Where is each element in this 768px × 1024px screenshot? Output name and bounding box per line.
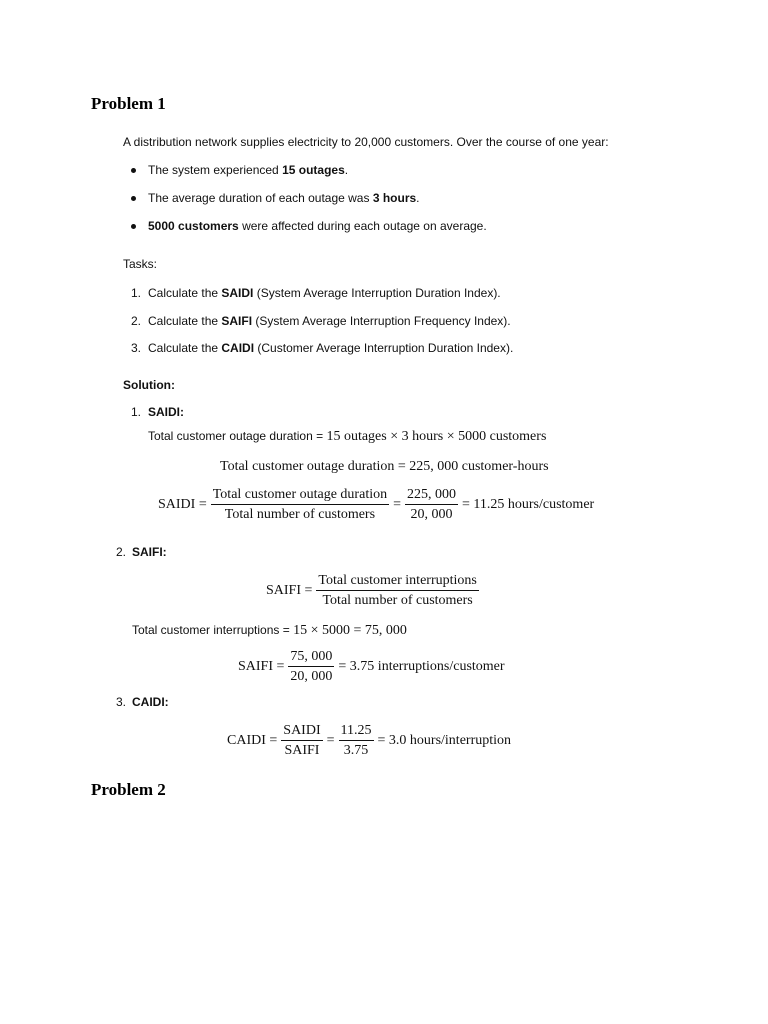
saifi-value-equation: SAIFI = $\frac{75, 000}{20, 000}$ = 3.75 interruptions/customer [238, 649, 505, 684]
bullet-outages: The system experienced 15 outages. [148, 163, 349, 177]
caidi-label: CAIDI: [132, 695, 169, 709]
saidi-total-line: Total customer outage duration = 225, 000 customer-hours [220, 459, 549, 474]
saidi-label: SAIDI: [148, 405, 184, 419]
caidi-equation: CAIDI = $\frac{\text{SAIDI}}{\text{SAIFI}}$ = $\frac{11.25}{3.75}$ = 3.0 hours/interruption [227, 723, 512, 758]
caidi-fraction-ratio: $\frac{\text{SAIDI}}{\text{SAIFI}}$ [283, 723, 321, 758]
bullet-duration: The average duration of each outage was 3 hours. [148, 191, 420, 205]
saifi-fraction-values: $\frac{75, 000}{20, 000}$ [290, 649, 333, 684]
task-number: 3. [131, 341, 142, 355]
saifi-interruptions-line: Total customer interruptions = 15 × 5000 = 75, 000 [132, 623, 407, 638]
saifi-number: 2. [116, 545, 127, 559]
task-number: 2. [131, 314, 142, 328]
saidi-duration-line: Total customer outage duration = 15 outages × 3 hours × 5000 customers [148, 429, 547, 444]
saifi-definition-equation: SAIFI = $\frac{\text{Total customer interruptions}}{\text{Total number of customers}}$ [266, 573, 477, 608]
tasks-label: Tasks: [123, 257, 158, 271]
task-saidi: Calculate the SAIDI (System Average Interruption Duration Index). [148, 286, 501, 300]
bullet-dot [131, 196, 136, 201]
bullet-customers: 5000 customers were affected during each outage on average. [148, 219, 487, 233]
caidi-fraction-values: $\frac{11.25}{3.75}$ [340, 723, 372, 758]
caidi-number: 3. [116, 695, 127, 709]
saidi-fraction-main: $\frac{\text{Total customer outage duration}}{\text{Total number of customers}}$ [212, 487, 388, 522]
solution-label: Solution: [123, 378, 175, 392]
saidi-number: 1. [131, 405, 142, 419]
task-caidi: Calculate the CAIDI (Customer Average Interruption Duration Index). [148, 341, 514, 355]
bullet-dot [131, 168, 136, 173]
problem-2-heading: Problem 2 [91, 780, 166, 799]
saifi-label: SAIFI: [132, 545, 167, 559]
saidi-equation: SAIDI = $\frac{\text{Total customer outage duration}}{\text{Total number of customers}}$ = $\frac{225, 000}{20, 000}$ = 11.25 hours/customer [158, 487, 595, 522]
saifi-fraction-definition: $\frac{\text{Total customer interruptions}}{\text{Total number of customers}}$ [318, 573, 477, 608]
problem-1-heading: Problem 1 [91, 94, 166, 113]
bullet-dot [131, 224, 136, 229]
task-saifi: Calculate the SAIFI (System Average Interruption Frequency Index). [148, 314, 511, 328]
problem-intro: A distribution network supplies electricity to 20,000 customers. Over the course of one year: [123, 135, 609, 149]
saidi-fraction-values: $\frac{225, 000}{20, 000}$ [407, 487, 456, 522]
task-number: 1. [131, 286, 142, 300]
